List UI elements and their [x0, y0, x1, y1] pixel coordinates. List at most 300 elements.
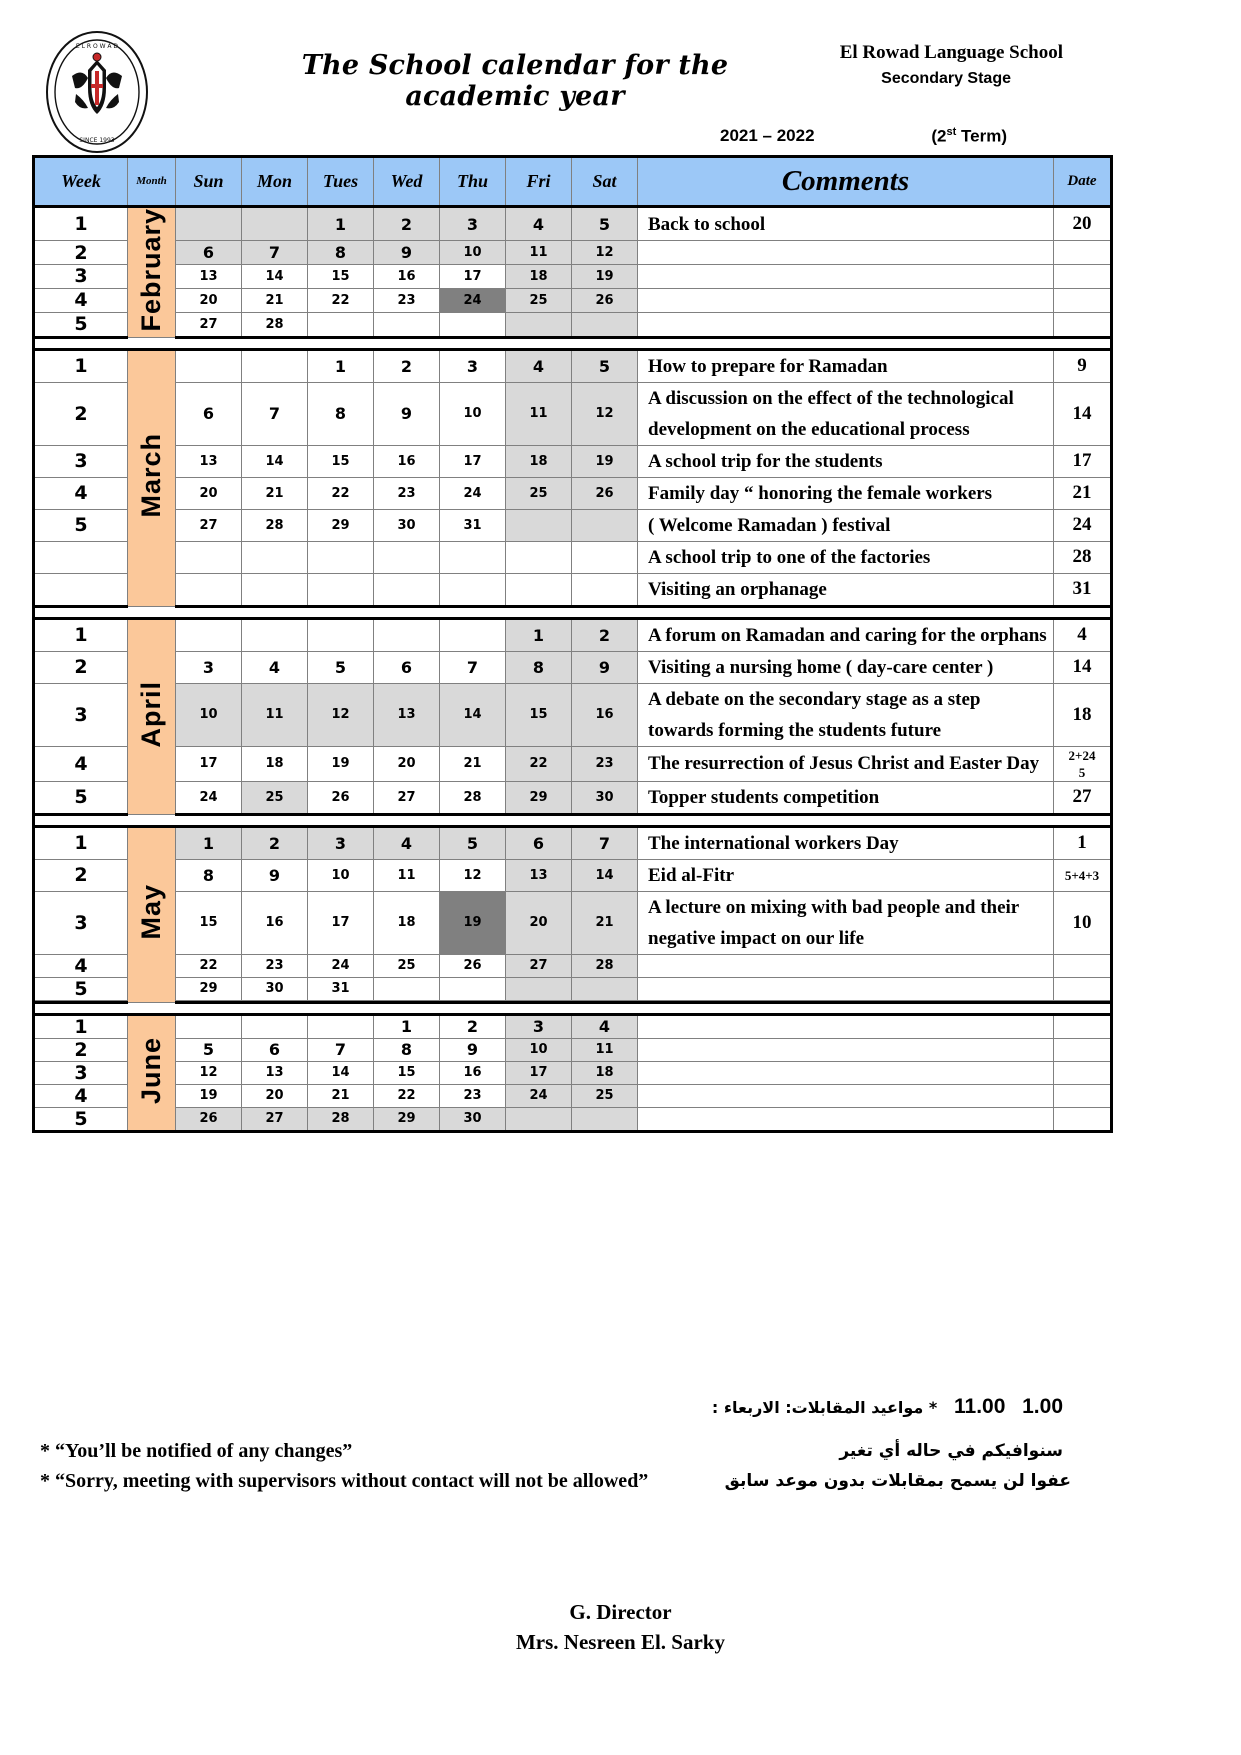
week-number-cell: 1	[34, 618, 128, 651]
month-name-cell	[128, 349, 176, 606]
calendar-week-row	[34, 1038, 1112, 1061]
day-cell-sat: 4	[572, 1014, 638, 1038]
day-cell-sun	[176, 573, 242, 606]
col-header-mon: Mon	[242, 157, 308, 207]
calendar-week-row	[34, 954, 1112, 977]
calendar-week-row	[34, 977, 1112, 1000]
footer-note-1-ar: سنوافيكم في حاله أي تغير	[839, 1441, 1063, 1461]
comment-cell	[638, 241, 1054, 265]
day-cell-mon: 28	[242, 312, 308, 337]
week-number-cell: 2	[34, 382, 128, 445]
interview-hours	[712, 1395, 1063, 1419]
calendar-week-row	[34, 288, 1112, 312]
day-cell-sat: 30	[572, 781, 638, 814]
calendar-week-row	[34, 445, 1112, 477]
day-cell-wed: 2	[374, 349, 440, 382]
day-cell-thu: 2	[440, 1014, 506, 1038]
day-cell-thu: 3	[440, 207, 506, 241]
day-cell-thu: 17	[440, 265, 506, 289]
day-cell-wed: 30	[374, 509, 440, 541]
comment-cell	[638, 312, 1054, 337]
day-cell-thu: 28	[440, 781, 506, 814]
date-cell	[1054, 265, 1112, 289]
date-cell: 20	[1054, 207, 1112, 241]
calendar-week-row	[34, 826, 1112, 859]
day-cell-wed: 27	[374, 781, 440, 814]
day-cell-tues: 17	[308, 891, 374, 954]
week-number-cell: 5	[34, 312, 128, 337]
date-cell: 9	[1054, 349, 1112, 382]
day-cell-tues	[308, 618, 374, 651]
day-cell-sun: 5	[176, 1038, 242, 1061]
day-cell-sat	[572, 573, 638, 606]
day-cell-mon: 14	[242, 265, 308, 289]
day-cell-wed: 23	[374, 288, 440, 312]
day-cell-tues: 5	[308, 651, 374, 683]
day-cell-fri: 10	[506, 1038, 572, 1061]
day-cell-sat	[572, 977, 638, 1000]
date-cell	[1054, 312, 1112, 337]
calendar-week-row	[34, 312, 1112, 337]
col-header-tues: Tues	[308, 157, 374, 207]
day-cell-sun: 1	[176, 826, 242, 859]
day-cell-wed	[374, 541, 440, 573]
day-cell-thu: 24	[440, 477, 506, 509]
day-cell-tues: 24	[308, 954, 374, 977]
day-cell-sun: 15	[176, 891, 242, 954]
col-header-month: Month	[128, 157, 176, 207]
day-cell-sat: 12	[572, 241, 638, 265]
term-label	[931, 126, 1007, 147]
month-block-separator-cell	[34, 814, 1112, 826]
week-number-cell: 4	[34, 746, 128, 781]
day-cell-sat: 16	[572, 683, 638, 746]
day-cell-fri	[506, 509, 572, 541]
comment-cell: Family day “ honoring the female workers	[638, 477, 1054, 509]
day-cell-fri: 13	[506, 859, 572, 891]
day-cell-wed: 11	[374, 859, 440, 891]
day-cell-wed	[374, 977, 440, 1000]
calendar-week-row	[34, 1014, 1112, 1038]
day-cell-sun: 17	[176, 746, 242, 781]
day-cell-sun: 6	[176, 241, 242, 265]
month-block-separator	[34, 814, 1112, 826]
day-cell-fri: 25	[506, 477, 572, 509]
calendar-week-row	[34, 207, 1112, 241]
day-cell-thu	[440, 312, 506, 337]
day-cell-sun: 6	[176, 382, 242, 445]
day-cell-mon: 9	[242, 859, 308, 891]
day-cell-tues	[308, 573, 374, 606]
calendar-week-row	[34, 509, 1112, 541]
month-block-separator-cell	[34, 606, 1112, 618]
day-cell-mon: 28	[242, 509, 308, 541]
day-cell-wed: 9	[374, 382, 440, 445]
page-footer	[0, 1440, 1241, 1500]
day-cell-wed: 2	[374, 207, 440, 241]
day-cell-sun	[176, 541, 242, 573]
day-cell-tues: 28	[308, 1107, 374, 1131]
day-cell-sat	[572, 541, 638, 573]
day-cell-sun: 20	[176, 477, 242, 509]
day-cell-thu: 14	[440, 683, 506, 746]
day-cell-sun	[176, 1014, 242, 1038]
comment-cell	[638, 288, 1054, 312]
col-header-thu: Thu	[440, 157, 506, 207]
day-cell-tues: 8	[308, 241, 374, 265]
day-cell-sun	[176, 349, 242, 382]
day-cell-tues: 29	[308, 509, 374, 541]
day-cell-mon: 16	[242, 891, 308, 954]
day-cell-sun: 29	[176, 977, 242, 1000]
day-cell-fri: 20	[506, 891, 572, 954]
day-cell-wed	[374, 618, 440, 651]
academic-year: 2021 – 2022	[720, 126, 815, 145]
day-cell-sat: 11	[572, 1038, 638, 1061]
day-cell-wed: 9	[374, 241, 440, 265]
day-cell-thu: 30	[440, 1107, 506, 1131]
week-number-cell: 3	[34, 265, 128, 289]
day-cell-sun: 13	[176, 445, 242, 477]
footer-note-1	[0, 1440, 1241, 1470]
day-cell-tues: 7	[308, 1038, 374, 1061]
day-cell-fri: 27	[506, 954, 572, 977]
term-ordinal-suffix: st	[946, 126, 957, 138]
week-number-cell: 1	[34, 1014, 128, 1038]
day-cell-fri: 4	[506, 349, 572, 382]
day-cell-thu: 7	[440, 651, 506, 683]
week-number-cell: 1	[34, 349, 128, 382]
day-cell-wed: 13	[374, 683, 440, 746]
day-cell-tues: 22	[308, 477, 374, 509]
month-label: February	[136, 208, 166, 332]
calendar-week-row	[34, 541, 1112, 573]
col-header-wed: Wed	[374, 157, 440, 207]
day-cell-fri	[506, 312, 572, 337]
day-cell-thu: 26	[440, 954, 506, 977]
calendar-week-row	[34, 241, 1112, 265]
calendar-week-row	[34, 265, 1112, 289]
calendar-header-row	[34, 157, 1112, 207]
comment-cell: Topper students competition	[638, 781, 1054, 814]
day-cell-fri	[506, 1107, 572, 1131]
day-cell-mon: 27	[242, 1107, 308, 1131]
week-number-cell: 5	[34, 977, 128, 1000]
month-block-separator	[34, 337, 1112, 349]
day-cell-mon: 13	[242, 1061, 308, 1084]
date-cell: 27	[1054, 781, 1112, 814]
week-number-cell: 1	[34, 826, 128, 859]
date-cell	[1054, 1084, 1112, 1107]
day-cell-mon: 23	[242, 954, 308, 977]
calendar-week-row	[34, 349, 1112, 382]
comment-cell	[638, 1107, 1054, 1131]
day-cell-sat: 5	[572, 207, 638, 241]
term-prefix: (2	[931, 126, 947, 146]
comment-cell: ( Welcome Ramadan ) festival	[638, 509, 1054, 541]
date-cell	[1054, 1107, 1112, 1131]
calendar-body	[34, 207, 1112, 1132]
week-number-cell: 4	[34, 954, 128, 977]
day-cell-mon: 21	[242, 477, 308, 509]
week-number-cell: 2	[34, 241, 128, 265]
day-cell-wed: 15	[374, 1061, 440, 1084]
day-cell-mon	[242, 1014, 308, 1038]
day-cell-sun: 27	[176, 312, 242, 337]
day-cell-wed: 16	[374, 445, 440, 477]
week-number-cell: 1	[34, 207, 128, 241]
footer-note-2	[0, 1470, 1241, 1500]
date-cell: 14	[1054, 651, 1112, 683]
date-cell: 4	[1054, 618, 1112, 651]
week-number-cell: 2	[34, 1038, 128, 1061]
day-cell-tues: 8	[308, 382, 374, 445]
day-cell-tues: 1	[308, 207, 374, 241]
date-cell: 14	[1054, 382, 1112, 445]
day-cell-thu: 21	[440, 746, 506, 781]
footer-note-2-ar: عفوا لن يسمح بمقابلات بدون موعد سابق	[724, 1471, 1071, 1491]
day-cell-thu	[440, 618, 506, 651]
document-title: The School calendar for the academic year	[301, 50, 729, 112]
day-cell-wed: 25	[374, 954, 440, 977]
day-cell-tues: 15	[308, 265, 374, 289]
page-header	[0, 0, 1241, 150]
comment-cell	[638, 1038, 1054, 1061]
day-cell-thu: 10	[440, 241, 506, 265]
day-cell-thu: 23	[440, 1084, 506, 1107]
day-cell-mon	[242, 541, 308, 573]
month-block-separator	[34, 1002, 1112, 1014]
calendar-table-wrapper	[32, 155, 1100, 1133]
interview-time-end: 1.00	[1022, 1395, 1063, 1418]
month-label: May	[136, 884, 166, 940]
day-cell-mon: 4	[242, 651, 308, 683]
interview-time-start: 11.00	[954, 1395, 1006, 1418]
day-cell-fri: 6	[506, 826, 572, 859]
school-crest-logo	[42, 30, 152, 155]
day-cell-sat: 28	[572, 954, 638, 977]
month-label: June	[136, 1036, 166, 1104]
date-cell	[1054, 954, 1112, 977]
day-cell-sun: 20	[176, 288, 242, 312]
day-cell-fri: 3	[506, 1014, 572, 1038]
month-name-cell	[128, 618, 176, 814]
week-number-cell: 3	[34, 1061, 128, 1084]
day-cell-tues	[308, 541, 374, 573]
day-cell-fri	[506, 977, 572, 1000]
col-header-fri: Fri	[506, 157, 572, 207]
comment-cell: The international workers Day	[638, 826, 1054, 859]
day-cell-thu: 17	[440, 445, 506, 477]
comment-cell: Visiting a nursing home ( day-care center )	[638, 651, 1054, 683]
day-cell-tues: 21	[308, 1084, 374, 1107]
day-cell-sat: 9	[572, 651, 638, 683]
day-cell-mon: 6	[242, 1038, 308, 1061]
day-cell-sat: 21	[572, 891, 638, 954]
footer-note-2-en: * “Sorry, meeting with supervisors without contact will not be allowed”	[40, 1470, 649, 1492]
comment-cell	[638, 954, 1054, 977]
calendar-week-row	[34, 683, 1112, 746]
day-cell-mon: 14	[242, 445, 308, 477]
day-cell-wed: 8	[374, 1038, 440, 1061]
week-number-cell: 4	[34, 288, 128, 312]
calendar-week-row	[34, 651, 1112, 683]
day-cell-fri: 17	[506, 1061, 572, 1084]
date-cell	[1054, 1014, 1112, 1038]
date-cell	[1054, 1038, 1112, 1061]
comment-cell	[638, 1084, 1054, 1107]
day-cell-mon: 7	[242, 382, 308, 445]
comment-cell	[638, 1014, 1054, 1038]
calendar-week-row	[34, 891, 1112, 954]
footer-note-1-en: * “You’ll be notified of any changes”	[40, 1440, 353, 1462]
date-cell: 31	[1054, 573, 1112, 606]
date-cell: 1	[1054, 826, 1112, 859]
day-cell-wed: 23	[374, 477, 440, 509]
day-cell-tues: 26	[308, 781, 374, 814]
day-cell-mon: 11	[242, 683, 308, 746]
comment-cell: A debate on the secondary stage as a step towards forming the students future	[638, 683, 1054, 746]
week-number-cell: 2	[34, 859, 128, 891]
month-block-separator	[34, 606, 1112, 618]
date-cell: 5+4+3	[1054, 859, 1112, 891]
day-cell-thu: 31	[440, 509, 506, 541]
week-number-cell: 5	[34, 781, 128, 814]
month-label: April	[136, 680, 166, 748]
day-cell-mon	[242, 207, 308, 241]
day-cell-fri: 18	[506, 265, 572, 289]
date-cell: 21	[1054, 477, 1112, 509]
stage-name: Secondary Stage	[881, 70, 1011, 87]
day-cell-wed: 4	[374, 826, 440, 859]
week-number-cell: 3	[34, 891, 128, 954]
day-cell-mon: 30	[242, 977, 308, 1000]
school-name: El Rowad Language School	[839, 42, 1063, 63]
day-cell-fri: 11	[506, 241, 572, 265]
svg-text:SINCE 1993: SINCE 1993	[79, 137, 115, 144]
day-cell-mon: 25	[242, 781, 308, 814]
day-cell-fri: 29	[506, 781, 572, 814]
day-cell-sat: 19	[572, 265, 638, 289]
date-cell	[1054, 1061, 1112, 1084]
day-cell-sun: 8	[176, 859, 242, 891]
day-cell-sun: 13	[176, 265, 242, 289]
day-cell-fri: 25	[506, 288, 572, 312]
day-cell-sat	[572, 312, 638, 337]
calendar-week-row	[34, 382, 1112, 445]
day-cell-thu: 10	[440, 382, 506, 445]
day-cell-thu: 19	[440, 891, 506, 954]
day-cell-fri: 11	[506, 382, 572, 445]
day-cell-thu: 16	[440, 1061, 506, 1084]
week-number-cell: 4	[34, 477, 128, 509]
day-cell-wed	[374, 312, 440, 337]
day-cell-mon: 7	[242, 241, 308, 265]
day-cell-wed: 29	[374, 1107, 440, 1131]
calendar-table	[32, 155, 1113, 1133]
day-cell-sat	[572, 509, 638, 541]
comment-cell	[638, 1061, 1054, 1084]
week-number-cell: 5	[34, 1107, 128, 1131]
comment-cell: Visiting an orphanage	[638, 573, 1054, 606]
day-cell-tues: 1	[308, 349, 374, 382]
day-cell-sat: 7	[572, 826, 638, 859]
day-cell-mon: 2	[242, 826, 308, 859]
day-cell-wed: 20	[374, 746, 440, 781]
day-cell-fri: 24	[506, 1084, 572, 1107]
comment-cell: A school trip for the students	[638, 445, 1054, 477]
month-label: March	[136, 433, 166, 518]
day-cell-sat: 26	[572, 477, 638, 509]
comment-cell	[638, 265, 1054, 289]
day-cell-wed: 6	[374, 651, 440, 683]
week-number-cell: 5	[34, 509, 128, 541]
date-cell: 2+24 5	[1054, 746, 1112, 781]
date-cell	[1054, 977, 1112, 1000]
month-name-cell	[128, 826, 176, 1002]
day-cell-wed: 22	[374, 1084, 440, 1107]
day-cell-sun: 24	[176, 781, 242, 814]
comment-cell: A discussion on the effect of the technological development on the educational process	[638, 382, 1054, 445]
day-cell-sat: 14	[572, 859, 638, 891]
day-cell-tues: 3	[308, 826, 374, 859]
calendar-week-row	[34, 618, 1112, 651]
interview-label-ar: * مواعيد المقابلات: الاربعاء :	[711, 1398, 938, 1417]
week-number-cell	[34, 541, 128, 573]
day-cell-tues: 14	[308, 1061, 374, 1084]
month-name-cell	[128, 1014, 176, 1131]
day-cell-mon: 18	[242, 746, 308, 781]
day-cell-wed: 1	[374, 1014, 440, 1038]
col-header-sat: Sat	[572, 157, 638, 207]
date-cell: 10	[1054, 891, 1112, 954]
signature-name: Mrs. Nesreen El. Sarky	[515, 1630, 725, 1654]
day-cell-sun: 10	[176, 683, 242, 746]
day-cell-tues: 22	[308, 288, 374, 312]
col-header-sun: Sun	[176, 157, 242, 207]
day-cell-fri	[506, 573, 572, 606]
day-cell-sun: 22	[176, 954, 242, 977]
comment-cell: Eid al-Fitr	[638, 859, 1054, 891]
day-cell-tues: 10	[308, 859, 374, 891]
date-cell	[1054, 288, 1112, 312]
day-cell-sat: 12	[572, 382, 638, 445]
day-cell-sat: 25	[572, 1084, 638, 1107]
day-cell-thu	[440, 573, 506, 606]
day-cell-tues: 19	[308, 746, 374, 781]
day-cell-fri: 4	[506, 207, 572, 241]
day-cell-thu: 3	[440, 349, 506, 382]
date-cell: 18	[1054, 683, 1112, 746]
day-cell-sun: 12	[176, 1061, 242, 1084]
week-number-cell: 2	[34, 651, 128, 683]
signature-title: G. Director	[569, 1600, 672, 1624]
day-cell-mon	[242, 618, 308, 651]
day-cell-fri: 22	[506, 746, 572, 781]
day-cell-thu	[440, 977, 506, 1000]
day-cell-sun	[176, 618, 242, 651]
day-cell-sat: 5	[572, 349, 638, 382]
col-header-date: Date	[1054, 157, 1112, 207]
week-number-cell: 4	[34, 1084, 128, 1107]
day-cell-thu: 5	[440, 826, 506, 859]
day-cell-tues: 15	[308, 445, 374, 477]
day-cell-sun: 19	[176, 1084, 242, 1107]
col-header-comments: Comments	[638, 157, 1054, 207]
calendar-week-row	[34, 1061, 1112, 1084]
day-cell-sun: 3	[176, 651, 242, 683]
day-cell-sun: 27	[176, 509, 242, 541]
